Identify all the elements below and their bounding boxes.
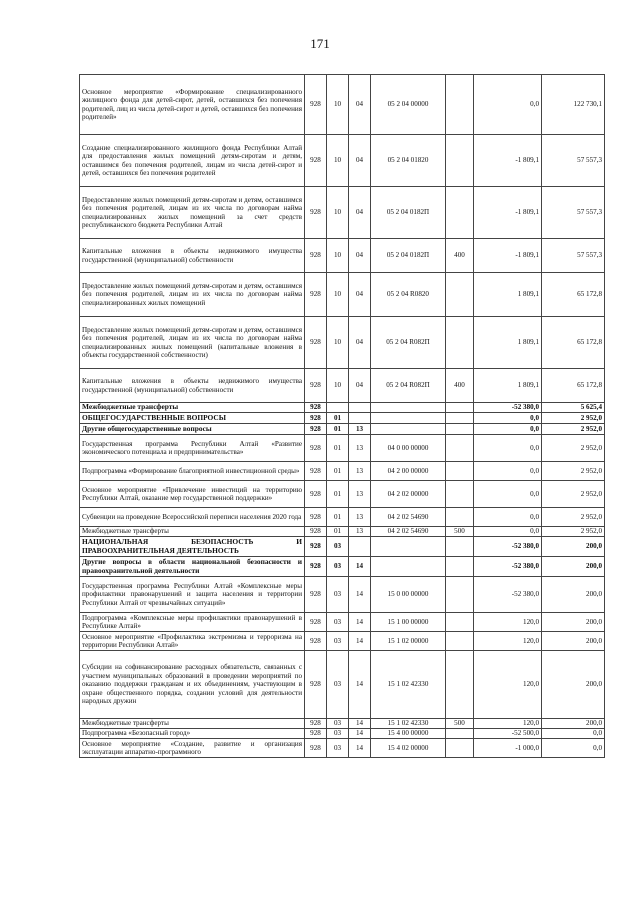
row-ministry-code: 928	[305, 462, 327, 481]
table-row	[80, 403, 605, 413]
row-name: Подпрограмма «Формирование благоприятной инвестиционной среды»	[80, 462, 305, 481]
row-ministry-code: 928	[305, 403, 327, 413]
row-amount-total: 57 557,3	[542, 239, 605, 273]
row-target-article: 05 2 04 0182П	[371, 187, 446, 239]
row-amount-change: 0,0	[474, 413, 542, 424]
row-target-article: 04 2 00 00000	[371, 462, 446, 481]
row-subsection-code: 14	[349, 632, 371, 651]
row-target-article: 04 0 00 00000	[371, 435, 446, 462]
row-name: Капитальные вложения в объекты недвижимого имущества государственной (муниципальной) собственности	[80, 239, 305, 273]
row-expense-type	[446, 403, 474, 413]
row-section-code: 03	[327, 739, 349, 758]
row-section-code: 03	[327, 557, 349, 577]
row-target-article: 04 2 02 00000	[371, 481, 446, 508]
row-amount-total: 200,0	[542, 632, 605, 651]
row-section-code: 01	[327, 424, 349, 435]
row-amount-total: 200,0	[542, 719, 605, 729]
row-target-article: 04 2 02 54690	[371, 527, 446, 537]
row-section-code: 01	[327, 527, 349, 537]
row-subsection-code: 14	[349, 613, 371, 632]
row-section-code: 10	[327, 187, 349, 239]
row-target-article: 05 2 04 R082П	[371, 369, 446, 403]
row-target-article: 05 2 04 0182П	[371, 239, 446, 273]
row-subsection-code: 04	[349, 317, 371, 369]
row-section-code: 01	[327, 462, 349, 481]
row-section-code: 03	[327, 613, 349, 632]
table-row	[80, 508, 605, 527]
row-name: Другие общегосударственные вопросы	[80, 424, 305, 435]
row-name: Создание специализированного жилищного фонда Республики Алтай для предоставления жилых помещений детям-сиротам и детям, оставшимся без попечения родителей, лицам из числа детей-сирот и детей, оставшихся без попечения родителей	[80, 135, 305, 187]
row-section-code: 01	[327, 413, 349, 424]
page-number: 171	[310, 36, 330, 51]
row-expense-type	[446, 413, 474, 424]
row-amount-total: 200,0	[542, 613, 605, 632]
row-amount-change: -52 380,0	[474, 403, 542, 413]
row-amount-change: 0,0	[474, 462, 542, 481]
row-amount-total: 2 952,0	[542, 413, 605, 424]
row-amount-total: 2 952,0	[542, 435, 605, 462]
row-target-article: 15 1 02 42330	[371, 719, 446, 729]
row-ministry-code: 928	[305, 613, 327, 632]
row-amount-change: 120,0	[474, 632, 542, 651]
row-target-article: 15 1 02 42330	[371, 651, 446, 719]
table-row	[80, 413, 605, 424]
table-row	[80, 187, 605, 239]
row-expense-type	[446, 424, 474, 435]
row-amount-total: 122 730,1	[542, 75, 605, 135]
row-section-code: 03	[327, 719, 349, 729]
row-section-code: 03	[327, 729, 349, 739]
row-expense-type: 400	[446, 239, 474, 273]
row-amount-total: 200,0	[542, 577, 605, 613]
row-expense-type	[446, 577, 474, 613]
row-target-article	[371, 537, 446, 557]
row-expense-type	[446, 187, 474, 239]
row-amount-total: 0,0	[542, 729, 605, 739]
row-expense-type	[446, 508, 474, 527]
row-ministry-code: 928	[305, 527, 327, 537]
row-subsection-code	[349, 403, 371, 413]
row-subsection-code: 04	[349, 369, 371, 403]
row-subsection-code: 13	[349, 462, 371, 481]
row-amount-change: -52 380,0	[474, 537, 542, 557]
row-target-article: 05 2 04 R0820	[371, 273, 446, 317]
row-subsection-code: 13	[349, 527, 371, 537]
row-expense-type	[446, 135, 474, 187]
row-amount-change: 0,0	[474, 481, 542, 508]
row-name: Государственная программа Республики Алтай «Комплексные меры профилактики правонарушений и защита населения и территории Республики Алтай от чрезвычайных ситуаций»	[80, 577, 305, 613]
row-ministry-code: 928	[305, 557, 327, 577]
row-section-code: 10	[327, 273, 349, 317]
table-row	[80, 632, 605, 651]
row-expense-type: 500	[446, 719, 474, 729]
row-name: Предоставление жилых помещений детям-сиротам и детям, оставшимся без попечения родителей, лицам из их числа по договорам найма специализированных жилых помещений	[80, 273, 305, 317]
row-section-code: 10	[327, 239, 349, 273]
row-target-article: 04 2 02 54690	[371, 508, 446, 527]
row-subsection-code: 04	[349, 75, 371, 135]
row-expense-type	[446, 632, 474, 651]
row-expense-type	[446, 613, 474, 632]
row-ministry-code: 928	[305, 729, 327, 739]
row-ministry-code: 928	[305, 273, 327, 317]
row-subsection-code: 14	[349, 651, 371, 719]
row-target-article: 15 4 02 00000	[371, 739, 446, 758]
row-section-code: 03	[327, 632, 349, 651]
row-ministry-code: 928	[305, 577, 327, 613]
table-row	[80, 613, 605, 632]
row-name: Основное мероприятие «Формирование специализированного жилищного фонда для детей-сирот, детей, оставшихся без попечения родителей, лиц из числа детей-сирот и детей, оставшихся без попечения родителей»	[80, 75, 305, 135]
row-amount-change: 120,0	[474, 719, 542, 729]
row-ministry-code: 928	[305, 651, 327, 719]
table-row	[80, 739, 605, 758]
row-expense-type	[446, 273, 474, 317]
row-target-article	[371, 413, 446, 424]
row-name: Основное мероприятие «Создание, развитие и организация эксплуатации аппаратно-программного	[80, 739, 305, 758]
row-amount-total: 2 952,0	[542, 481, 605, 508]
row-amount-total: 5 625,4	[542, 403, 605, 413]
row-amount-change: 120,0	[474, 651, 542, 719]
row-amount-change: -52 380,0	[474, 577, 542, 613]
row-ministry-code: 928	[305, 135, 327, 187]
table-row	[80, 537, 605, 557]
row-name: Межбюджетные трансферты	[80, 527, 305, 537]
row-ministry-code: 928	[305, 508, 327, 527]
row-subsection-code: 04	[349, 273, 371, 317]
row-ministry-code: 928	[305, 317, 327, 369]
row-ministry-code: 928	[305, 435, 327, 462]
row-target-article: 15 1 02 00000	[371, 632, 446, 651]
row-subsection-code: 14	[349, 577, 371, 613]
row-section-code: 01	[327, 435, 349, 462]
row-section-code: 01	[327, 481, 349, 508]
row-subsection-code: 13	[349, 435, 371, 462]
row-amount-change: 0,0	[474, 527, 542, 537]
row-amount-total: 2 952,0	[542, 462, 605, 481]
table-row	[80, 719, 605, 729]
table-row	[80, 481, 605, 508]
row-section-code: 10	[327, 135, 349, 187]
table-row	[80, 729, 605, 739]
table-row	[80, 239, 605, 273]
row-name: Межбюджетные трансферты	[80, 403, 305, 413]
row-amount-total: 57 557,3	[542, 135, 605, 187]
row-subsection-code: 14	[349, 729, 371, 739]
row-amount-change: 0,0	[474, 75, 542, 135]
row-expense-type	[446, 557, 474, 577]
row-name: Предоставление жилых помещений детям-сиротам и детям, оставшимся без попечения родителей, лицам из их числа по договорам найма специализированных жилых помещений за счет средств республиканского бюджета Республики Алтай	[80, 187, 305, 239]
row-ministry-code: 928	[305, 75, 327, 135]
row-amount-total: 2 952,0	[542, 424, 605, 435]
row-amount-change: -52 380,0	[474, 557, 542, 577]
row-subsection-code: 14	[349, 719, 371, 729]
row-section-code: 10	[327, 317, 349, 369]
row-name: Другие вопросы в области национальной безопасности и правоохранительной деятельности	[80, 557, 305, 577]
row-expense-type	[446, 537, 474, 557]
row-ministry-code: 928	[305, 239, 327, 273]
row-target-article: 05 2 04 01820	[371, 135, 446, 187]
table-row	[80, 577, 605, 613]
table-row	[80, 135, 605, 187]
row-expense-type	[446, 729, 474, 739]
row-amount-total: 200,0	[542, 651, 605, 719]
row-name: НАЦИОНАЛЬНАЯ БЕЗОПАСНОСТЬ И ПРАВООХРАНИТЕЛЬНАЯ ДЕЯТЕЛЬНОСТЬ	[80, 537, 305, 557]
row-expense-type: 400	[446, 369, 474, 403]
row-subsection-code: 14	[349, 557, 371, 577]
row-amount-change: 120,0	[474, 613, 542, 632]
row-amount-total: 200,0	[542, 537, 605, 557]
row-name: Капитальные вложения в объекты недвижимого имущества государственной (муниципальной) собственности	[80, 369, 305, 403]
row-expense-type	[446, 435, 474, 462]
row-subsection-code: 13	[349, 481, 371, 508]
row-name: Предоставление жилых помещений детям-сиротам и детям, оставшимся без попечения родителей, лицам из их числа по договорам найма специализированных жилых помещений (капитальные вложения в объекты государственной собственности)	[80, 317, 305, 369]
row-amount-change: 0,0	[474, 435, 542, 462]
row-ministry-code: 928	[305, 424, 327, 435]
row-subsection-code: 13	[349, 424, 371, 435]
row-name: Субсидии на софинансирование расходных обязательств, связанных с участием муниципальных образований в проведении мероприятий по оказанию поддержки гражданам и их объединениям, участвующим в охране общественного порядка, создании условий для деятельности народных дружин	[80, 651, 305, 719]
row-amount-total: 0,0	[542, 739, 605, 758]
row-ministry-code: 928	[305, 369, 327, 403]
row-section-code	[327, 403, 349, 413]
row-amount-total: 65 172,8	[542, 317, 605, 369]
table-row	[80, 75, 605, 135]
row-name: ОБЩЕГОСУДАРСТВЕННЫЕ ВОПРОСЫ	[80, 413, 305, 424]
row-section-code: 01	[327, 508, 349, 527]
row-section-code: 10	[327, 369, 349, 403]
table-row	[80, 273, 605, 317]
row-ministry-code: 928	[305, 187, 327, 239]
row-expense-type	[446, 462, 474, 481]
row-name: Основное мероприятие «Профилактика экстремизма и терроризма на территории Республики Алтай»	[80, 632, 305, 651]
row-name: Подпрограмма «Безопасный город»	[80, 729, 305, 739]
row-target-article: 15 4 00 00000	[371, 729, 446, 739]
row-name: Основное мероприятие «Привлечение инвестиций на территорию Республики Алтай, оказание мер государственной поддержки»	[80, 481, 305, 508]
row-amount-change: 0,0	[474, 424, 542, 435]
row-amount-change: -1 000,0	[474, 739, 542, 758]
row-target-article	[371, 557, 446, 577]
row-amount-change: 1 809,1	[474, 369, 542, 403]
table-row	[80, 424, 605, 435]
row-name: Межбюджетные трансферты	[80, 719, 305, 729]
row-target-article	[371, 403, 446, 413]
row-amount-total: 200,0	[542, 557, 605, 577]
row-name: Подпрограмма «Комплексные меры профилактики правонарушений в Республике Алтай»	[80, 613, 305, 632]
table-row	[80, 527, 605, 537]
table-row	[80, 435, 605, 462]
row-amount-total: 65 172,8	[542, 273, 605, 317]
row-target-article: 15 1 00 00000	[371, 613, 446, 632]
row-subsection-code: 14	[349, 739, 371, 758]
row-ministry-code: 928	[305, 413, 327, 424]
row-subsection-code: 13	[349, 508, 371, 527]
row-amount-total: 2 952,0	[542, 527, 605, 537]
row-subsection-code: 04	[349, 239, 371, 273]
row-amount-change: 0,0	[474, 508, 542, 527]
row-expense-type	[446, 651, 474, 719]
row-section-code: 03	[327, 651, 349, 719]
row-name: Государственная программа Республики Алтай «Развитие экономического потенциала и предпринимательства»	[80, 435, 305, 462]
row-section-code: 10	[327, 75, 349, 135]
row-ministry-code: 928	[305, 632, 327, 651]
row-target-article: 05 2 04 00000	[371, 75, 446, 135]
row-expense-type: 500	[446, 527, 474, 537]
row-expense-type	[446, 481, 474, 508]
row-ministry-code: 928	[305, 719, 327, 729]
row-amount-change: 1 809,1	[474, 317, 542, 369]
row-expense-type	[446, 739, 474, 758]
table-row	[80, 369, 605, 403]
row-amount-total: 65 172,8	[542, 369, 605, 403]
row-expense-type	[446, 317, 474, 369]
row-amount-change: -1 809,1	[474, 239, 542, 273]
row-amount-total: 2 952,0	[542, 508, 605, 527]
row-subsection-code: 04	[349, 135, 371, 187]
row-section-code: 03	[327, 537, 349, 557]
row-amount-change: -1 809,1	[474, 187, 542, 239]
row-ministry-code: 928	[305, 537, 327, 557]
row-amount-change: -1 809,1	[474, 135, 542, 187]
table-row	[80, 651, 605, 719]
row-section-code: 03	[327, 577, 349, 613]
row-target-article: 05 2 04 R082П	[371, 317, 446, 369]
row-ministry-code: 928	[305, 481, 327, 508]
row-name: Субвенции на проведение Всероссийской переписи населения 2020 года	[80, 508, 305, 527]
row-expense-type	[446, 75, 474, 135]
row-subsection-code: 04	[349, 187, 371, 239]
table-row	[80, 317, 605, 369]
table-row	[80, 557, 605, 577]
budget-table	[79, 74, 605, 758]
row-amount-total: 57 557,3	[542, 187, 605, 239]
row-target-article	[371, 424, 446, 435]
row-amount-change: 1 809,1	[474, 273, 542, 317]
row-ministry-code: 928	[305, 739, 327, 758]
row-amount-change: -52 500,0	[474, 729, 542, 739]
row-subsection-code	[349, 537, 371, 557]
row-subsection-code	[349, 413, 371, 424]
table-row	[80, 462, 605, 481]
row-target-article: 15 0 00 00000	[371, 577, 446, 613]
